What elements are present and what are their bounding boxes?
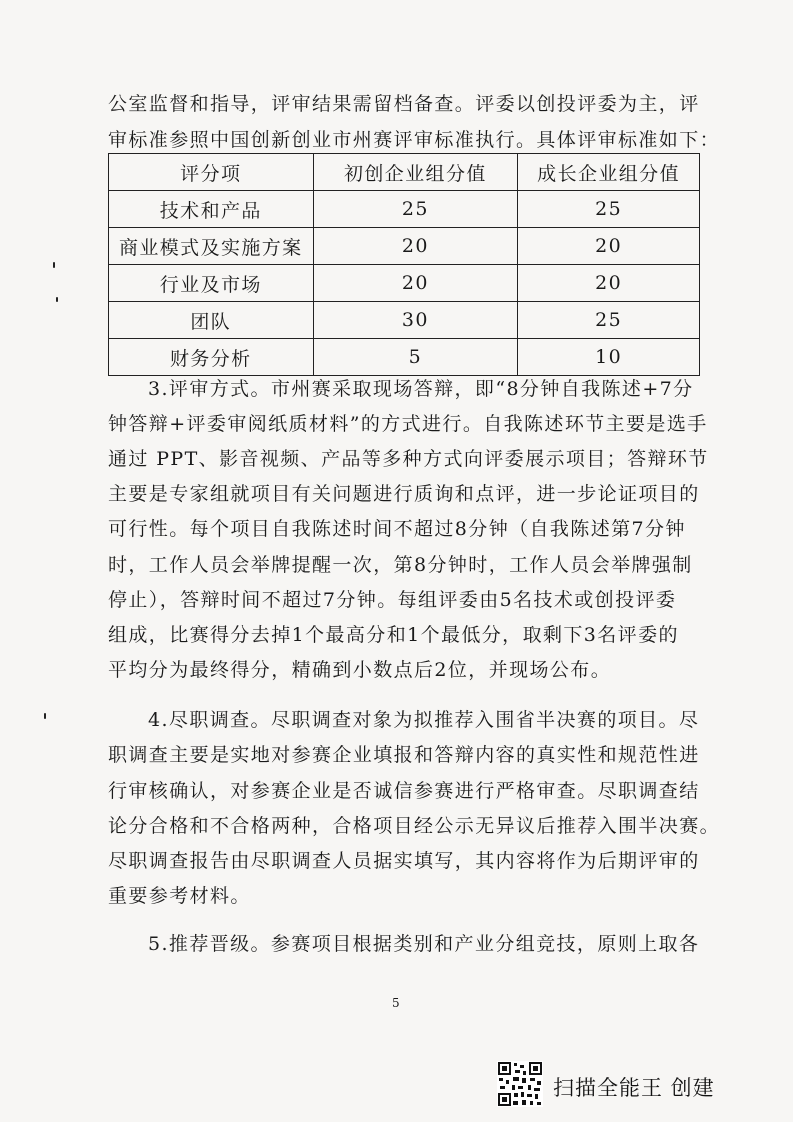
table-cell-item: 商业模式及实施方案: [109, 228, 314, 265]
table-cell-growth: 20: [518, 228, 700, 265]
paragraph-line: 论分合格和不合格两种，合格项目经公示无异议后推荐入围半决赛。: [108, 815, 721, 837]
paragraph-line: 时，工作人员会举牌提醒一次，第8分钟时，工作人员会举牌强制: [108, 554, 693, 576]
table-header-cell: 初创企业组分值: [313, 154, 518, 191]
paragraph-line: 行审核确认，对参赛企业是否诚信参赛进行严格审查。尽职调查结: [108, 780, 700, 802]
paragraph-line: 3.评审方式。市州赛采取现场答辩，即“8分钟自我陈述+7分: [148, 378, 694, 400]
paragraph-line: 平均分为最终得分，精确到小数点后2位，并现场公布。: [108, 659, 612, 681]
paragraph-line: 职调查主要是实地对参赛企业填报和答辩内容的真实性和规范性进: [108, 744, 700, 766]
scan-speck: [53, 262, 55, 268]
table-cell-growth: 10: [518, 339, 700, 376]
scanner-watermark-label: 扫描全能王 创建: [553, 1076, 715, 1100]
paragraph-line: 5.推荐晋级。参赛项目根据类别和产业分组竞技，原则上取各: [148, 933, 700, 955]
paragraph-line: 可行性。每个项目自我陈述时间不超过8分钟（自我陈述第7分钟: [108, 518, 686, 540]
paragraph-line: 组成，比赛得分去掉1个最高分和1个最低分，取剩下3名评委的: [108, 624, 679, 646]
table-row: [109, 265, 700, 302]
scoring-table: [108, 153, 700, 376]
table-cell-item: 团队: [109, 302, 314, 339]
paragraph-line: 钟答辩+评委审阅纸质材料”的方式进行。自我陈述环节主要是选手: [108, 413, 708, 435]
table-cell-startup: 5: [313, 339, 518, 376]
table-cell-item: 技术和产品: [109, 191, 314, 228]
paragraph-line: 重要参考材料。: [108, 885, 251, 907]
table-cell-item: 财务分析: [109, 339, 314, 376]
table-row: [109, 191, 700, 228]
table-row: [109, 302, 700, 339]
table-cell-startup: 30: [313, 302, 518, 339]
table-row: [109, 339, 700, 376]
page-number: 5: [392, 996, 400, 1010]
paragraph-line: 4.尽职调查。尽职调查对象为拟推荐入围省半决赛的项目。尽: [148, 709, 700, 731]
table-header-row: [109, 154, 700, 191]
paragraph-line: 尽职调查报告由尽职调查人员据实填写，其内容将作为后期评审的: [108, 850, 700, 872]
table-cell-startup: 20: [313, 228, 518, 265]
paragraph-line: 公室监督和指导，评审结果需留档备查。评委以创投评委为主，评: [108, 93, 700, 115]
paragraph-line: 审标准参照中国创新创业市州赛评审标准执行。具体评审标准如下：: [108, 129, 721, 151]
table-header-cell: 成长企业组分值: [518, 154, 700, 191]
table-cell-item: 行业及市场: [109, 265, 314, 302]
table-header-cell: 评分项: [109, 154, 314, 191]
paragraph-line: 通过 PPT、影音视频、产品等多种方式向评委展示项目；答辩环节: [108, 448, 709, 470]
qr-code-icon: [497, 1061, 543, 1107]
table-row: [109, 228, 700, 265]
table-cell-growth: 25: [518, 191, 700, 228]
table-cell-startup: 25: [313, 191, 518, 228]
paragraph-line: 主要是专家组就项目有关问题进行质询和点评，进一步论证项目的: [108, 483, 700, 505]
table-cell-growth: 25: [518, 302, 700, 339]
paragraph-line: 停止），答辩时间不超过7分钟。每组评委由5名技术或创投评委: [108, 589, 677, 611]
table-cell-startup: 20: [313, 265, 518, 302]
table-cell-growth: 20: [518, 265, 700, 302]
scan-speck: [44, 713, 46, 719]
scan-speck: [56, 297, 58, 302]
